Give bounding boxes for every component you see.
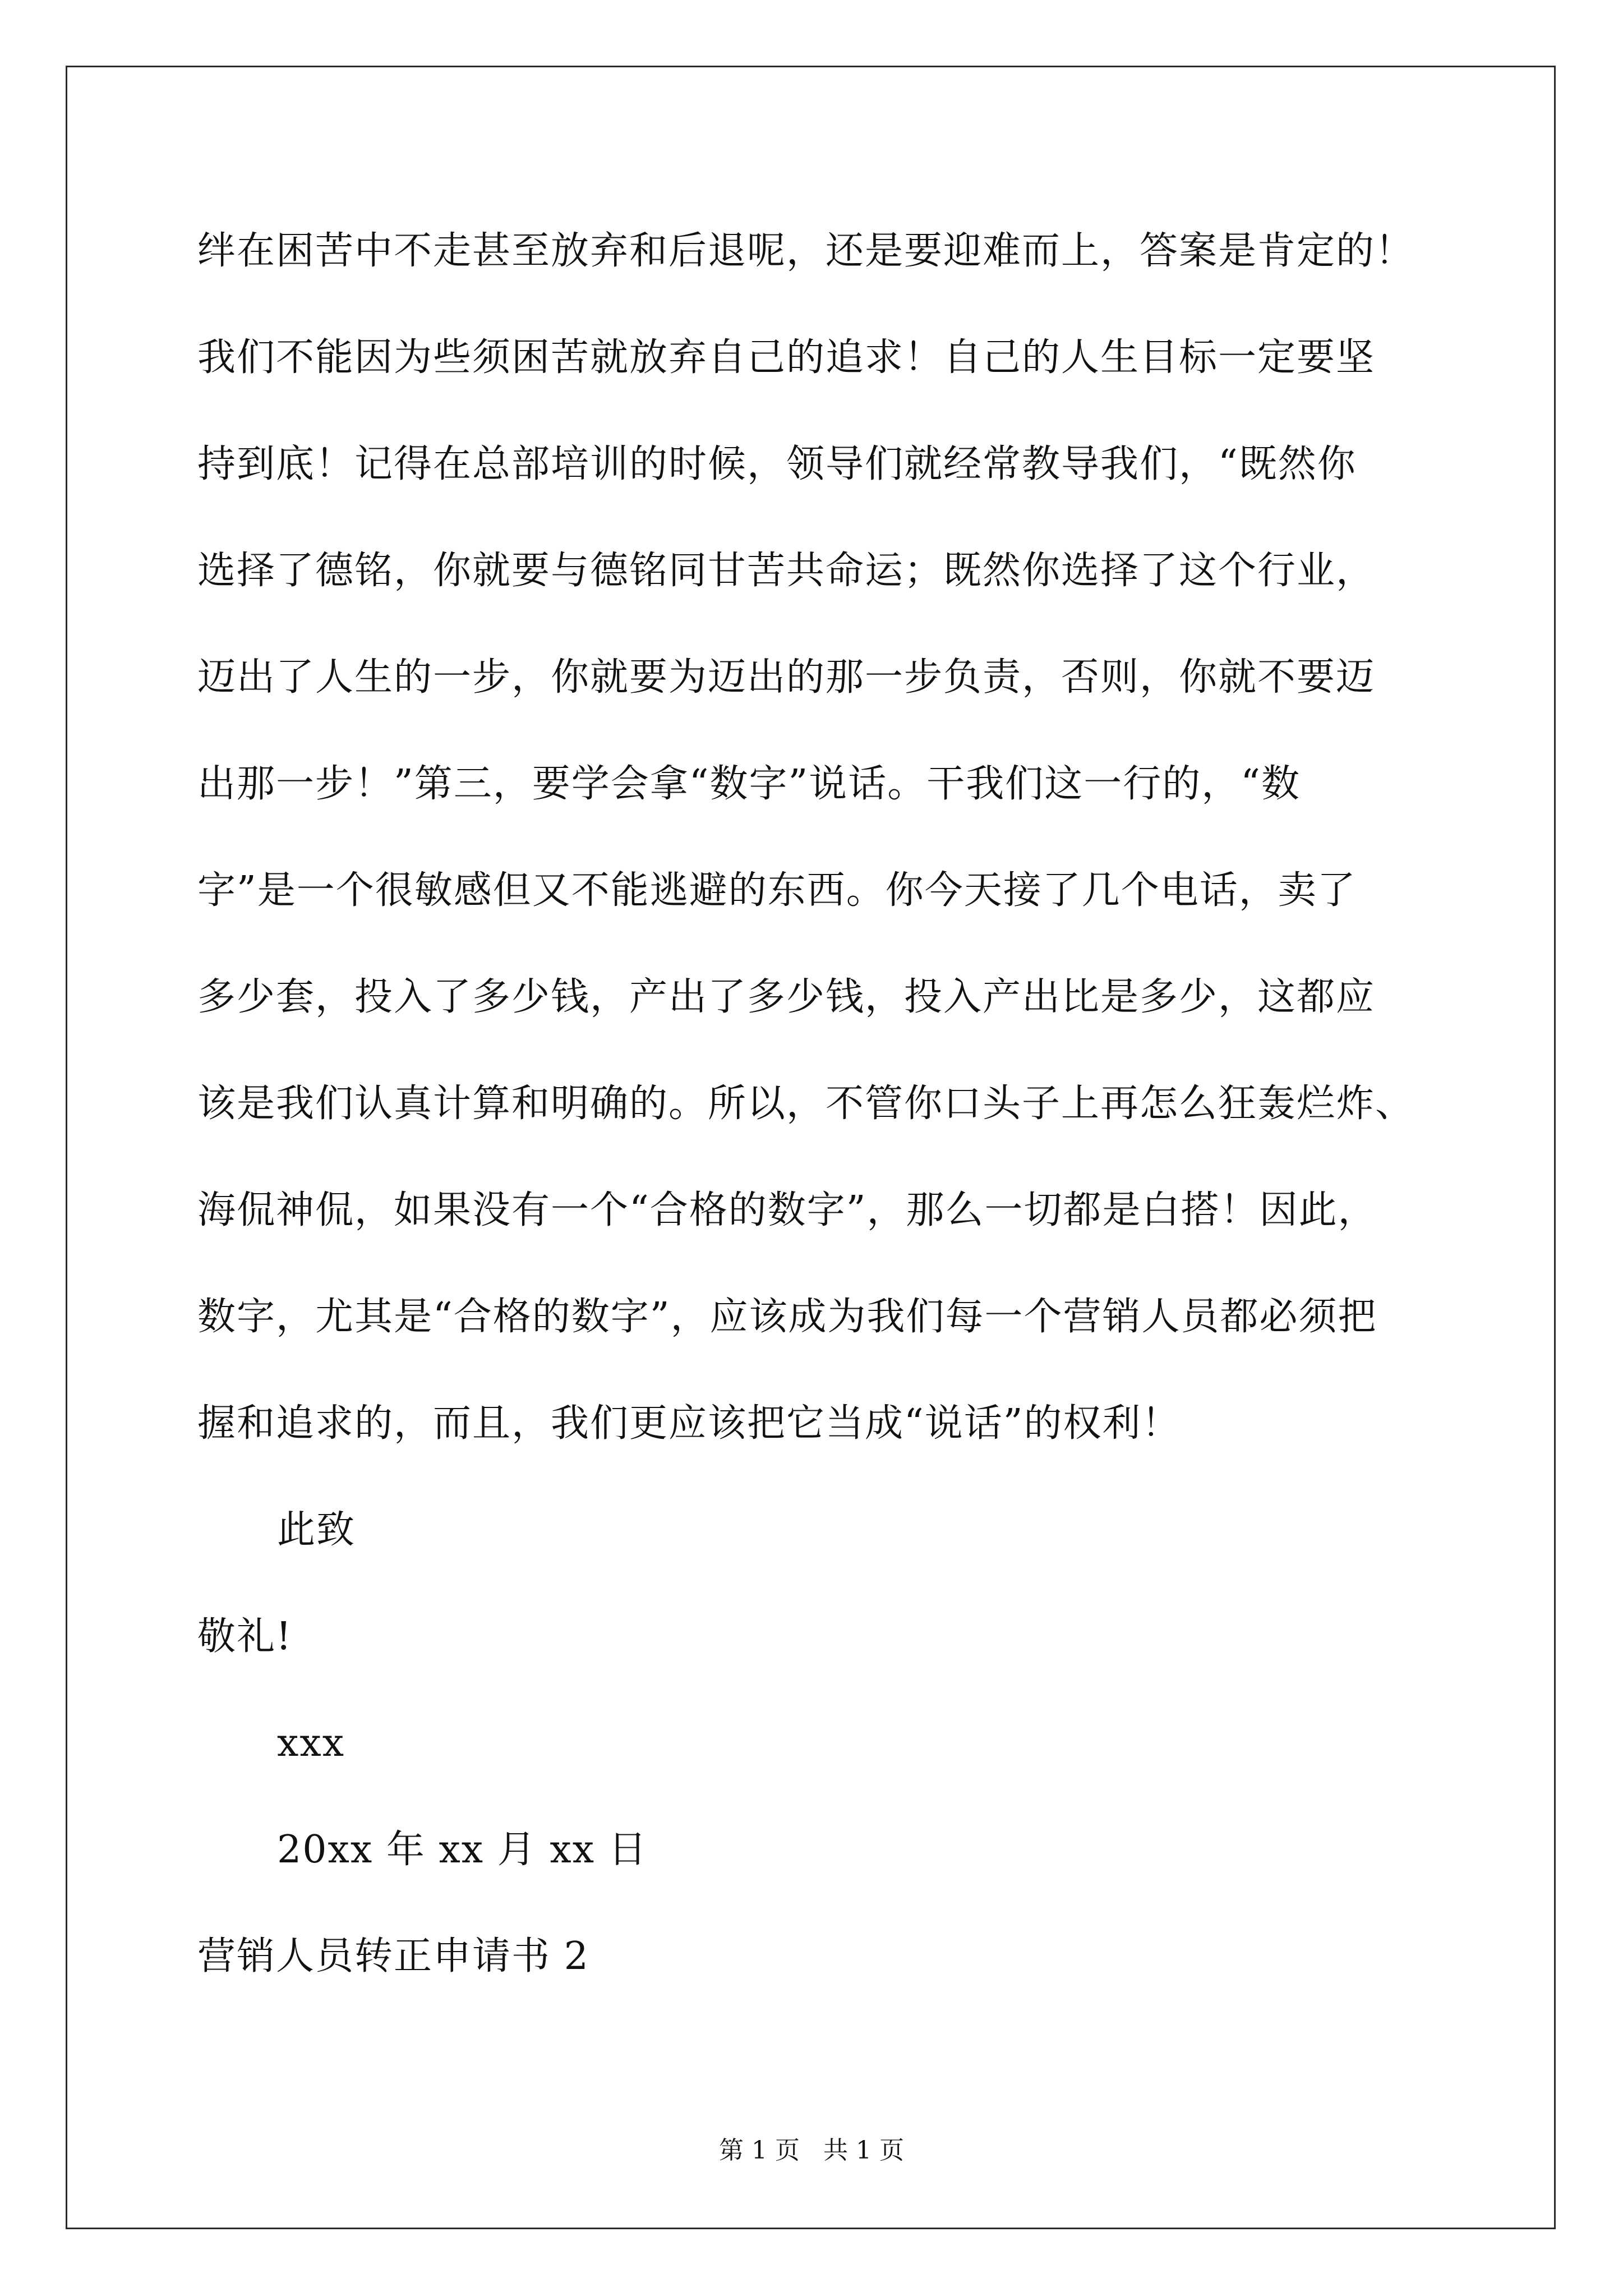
page-footer: 第 1 页 共 1 页	[719, 2136, 904, 2165]
signature-text: xxx	[277, 1721, 345, 1765]
paragraph-line: 绊在困苦中不走甚至放弃和后退呢，还是要迎难而上，答案是肯定的！	[197, 229, 1415, 273]
paragraph-line: 字”是一个很敏感但又不能逃避的东西。你今天接了几个电话，卖了	[197, 868, 1357, 913]
paragraph-line: 我们不能因为些须困苦就放弃自己的追求！自己的人生目标一定要坚	[197, 335, 1376, 380]
salute-text: 敬礼!	[197, 1614, 293, 1659]
page-border	[66, 66, 1556, 2229]
paragraph-line: 选择了德铭，你就要与德铭同甘苦共命运；既然你选择了这个行业，	[197, 549, 1376, 593]
paragraph-line: 出那一步！”第三，要学会拿“数字”说话。干我们这一行的，“数	[197, 762, 1301, 806]
paragraph-line: 多少套，投入了多少钱，产出了多少钱，投入产出比是多少，这都应	[197, 975, 1376, 1019]
date-text: 20xx 年 xx 月 xx 日	[277, 1828, 648, 1872]
section-title: 营销人员转正申请书 2	[197, 1934, 589, 1978]
paragraph-line: 迈出了人生的一步，你就要为迈出的那一步负责，否则，你就不要迈	[197, 655, 1376, 700]
paragraph-line: 持到底！记得在总部培训的时候，领导们就经常教导我们，“既然你	[197, 442, 1357, 486]
paragraph-line: 握和追求的，而且，我们更应该把它当成“说话”的权利！	[197, 1401, 1181, 1446]
closing-text: 此致	[277, 1508, 356, 1552]
paragraph-line: 该是我们认真计算和明确的。所以，不管你口头子上再怎么狂轰烂炸、	[197, 1082, 1415, 1126]
paragraph-line: 海侃神侃，如果没有一个“合格的数字”，那么一切都是白搭！因此，	[197, 1188, 1377, 1232]
paragraph-line: 数字，尤其是“合格的数字”，应该成为我们每一个营销人员都必须把	[197, 1295, 1377, 1339]
